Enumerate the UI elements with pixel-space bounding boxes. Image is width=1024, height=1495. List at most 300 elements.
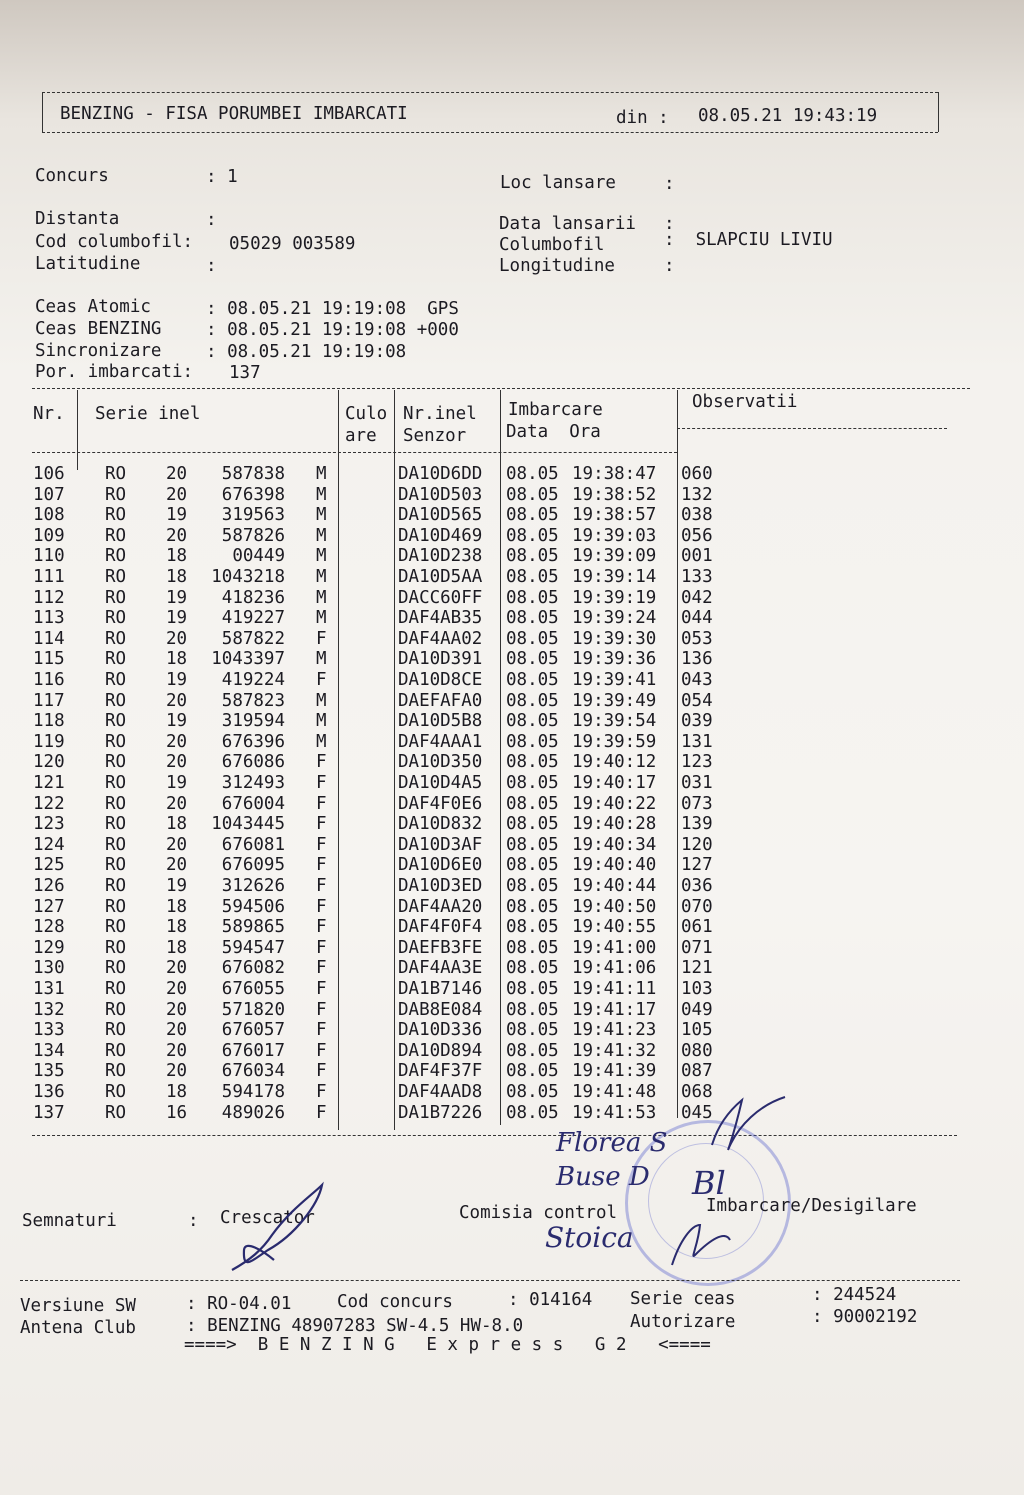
row-year: 20 <box>166 979 188 999</box>
row-nr: 123 <box>33 814 65 835</box>
row-sensor-ring: DA10D391 <box>398 649 483 670</box>
row-nr: 107 <box>33 484 65 505</box>
row-year: 18 <box>166 917 188 938</box>
row-sensor-ring: DA10D503 <box>398 484 483 505</box>
row-date: 08.05 <box>506 1061 559 1082</box>
row-sex: M <box>316 731 327 752</box>
row-country: RO <box>105 711 127 732</box>
row-observation: 045 <box>681 1102 713 1123</box>
row-ring-number: 319563 <box>221 505 285 526</box>
row-time: 19:41:39 <box>572 1061 657 1082</box>
row-nr: 127 <box>33 896 65 917</box>
row-date: 08.05 <box>506 1020 559 1041</box>
semnaturi-colon: : <box>188 1211 199 1231</box>
row-observation: 054 <box>681 690 713 711</box>
autorizare-label: Autorizare <box>630 1312 736 1332</box>
longitudine-label: Longitudine <box>499 256 615 276</box>
row-ring-number: 418236 <box>221 587 285 608</box>
row-country: RO <box>105 793 127 814</box>
row-date: 08.05 <box>506 464 559 484</box>
row-nr: 133 <box>33 1020 65 1041</box>
cod-columbofil-label: Cod columbofil: <box>35 232 194 252</box>
row-sensor-ring: DAF4F0E6 <box>398 793 483 814</box>
row-sex: F <box>316 752 327 773</box>
row-ring-number: 587823 <box>221 690 285 711</box>
row-date: 08.05 <box>506 793 559 814</box>
comisia-control-label: Comisia control <box>459 1203 618 1223</box>
row-time: 19:40:34 <box>572 834 657 855</box>
row-country: RO <box>105 773 127 793</box>
row-year: 19 <box>166 608 188 629</box>
row-time: 19:40:12 <box>572 752 657 773</box>
row-year: 20 <box>166 855 188 876</box>
row-sensor-ring: DACC60FF <box>398 587 483 608</box>
row-sensor-ring: DAF4AAA1 <box>398 731 483 752</box>
row-time: 19:39:59 <box>572 731 657 752</box>
row-observation: 038 <box>681 505 713 526</box>
row-time: 19:38:57 <box>572 505 657 526</box>
row-year: 19 <box>166 876 188 896</box>
row-country: RO <box>105 690 127 711</box>
row-sensor-ring: DAF4AAD8 <box>398 1082 483 1102</box>
signature-bl: Bl <box>692 1164 726 1202</box>
autorizare-value: : 90002192 <box>812 1307 918 1327</box>
col-header-imbarcare: Imbarcare <box>508 400 603 420</box>
row-time: 19:39:24 <box>572 608 657 629</box>
row-country: RO <box>105 855 127 876</box>
row-nr: 121 <box>33 773 65 793</box>
din-value: 08.05.21 19:43:19 <box>698 106 878 126</box>
row-nr: 130 <box>33 958 65 979</box>
row-country: RO <box>105 505 127 526</box>
row-country: RO <box>105 979 127 999</box>
row-time: 19:39:30 <box>572 628 657 649</box>
sincronizare-value: : 08.05.21 19:19:08 <box>206 342 407 362</box>
row-nr: 137 <box>33 1102 65 1123</box>
row-country: RO <box>105 1040 127 1061</box>
crescator-label: Crescator <box>220 1208 315 1228</box>
row-sex: F <box>316 793 327 814</box>
row-date: 08.05 <box>506 731 559 752</box>
row-observation: 043 <box>681 670 713 690</box>
row-sensor-ring: DA1B7226 <box>398 1102 483 1123</box>
row-year: 20 <box>166 834 188 855</box>
row-country: RO <box>105 567 127 587</box>
longitudine-value: : <box>664 256 675 276</box>
distanta-label: Distanta <box>35 209 120 229</box>
porumbei-imbarcati-label: Por. imbarcati: <box>35 362 194 382</box>
row-year: 19 <box>166 587 188 608</box>
row-year: 20 <box>166 793 188 814</box>
document-title: BENZING - FISA PORUMBEI IMBARCATI <box>60 104 408 124</box>
row-year: 20 <box>166 1020 188 1041</box>
row-sensor-ring: DAF4AB35 <box>398 608 483 629</box>
columbofil-value: : SLAPCIU LIVIU <box>664 230 833 250</box>
row-date: 08.05 <box>506 999 559 1020</box>
versiune-sw-value: : RO-04.01 <box>186 1294 292 1314</box>
row-observation: 070 <box>681 896 713 917</box>
row-sex: M <box>316 587 327 608</box>
row-observation: 056 <box>681 525 713 546</box>
row-country: RO <box>105 834 127 855</box>
row-sex: F <box>316 1040 327 1061</box>
row-observation: 131 <box>681 731 713 752</box>
row-sensor-ring: DA10D6DD <box>398 464 483 484</box>
row-ring-number: 676095 <box>221 855 285 876</box>
cod-columbofil-value: 05029 003589 <box>229 234 356 254</box>
row-date: 08.05 <box>506 525 559 546</box>
row-nr: 124 <box>33 834 65 855</box>
row-nr: 106 <box>33 464 65 484</box>
row-sex: F <box>316 1061 327 1082</box>
row-time: 19:38:52 <box>572 484 657 505</box>
row-date: 08.05 <box>506 855 559 876</box>
row-date: 08.05 <box>506 979 559 999</box>
row-sex: F <box>316 876 327 896</box>
row-date: 08.05 <box>506 690 559 711</box>
row-year: 20 <box>166 464 188 484</box>
row-date: 08.05 <box>506 1102 559 1123</box>
row-observation: 073 <box>681 793 713 814</box>
benzing-express-banner: ====> B E N Z I N G E x p r e s s G 2 <==== <box>184 1335 711 1355</box>
row-date: 08.05 <box>506 917 559 938</box>
row-time: 19:41:53 <box>572 1102 657 1123</box>
row-year: 20 <box>166 484 188 505</box>
row-observation: 120 <box>681 834 713 855</box>
row-date: 08.05 <box>506 587 559 608</box>
row-year: 18 <box>166 1082 188 1102</box>
row-time: 19:39:19 <box>572 587 657 608</box>
row-observation: 087 <box>681 1061 713 1082</box>
row-sensor-ring: DAF4F37F <box>398 1061 483 1082</box>
row-observation: 061 <box>681 917 713 938</box>
row-sex: M <box>316 690 327 711</box>
row-time: 19:40:40 <box>572 855 657 876</box>
row-country: RO <box>105 464 127 484</box>
columbofil-label: Columbofil <box>499 235 605 255</box>
row-country: RO <box>105 525 127 546</box>
row-nr: 134 <box>33 1040 65 1061</box>
row-date: 08.05 <box>506 670 559 690</box>
row-ring-number: 594547 <box>221 937 285 958</box>
row-ring-number: 676081 <box>221 834 285 855</box>
col-header-senzor: Senzor <box>403 426 467 446</box>
row-time: 19:41:06 <box>572 958 657 979</box>
row-country: RO <box>105 649 127 670</box>
row-sensor-ring: DA10D832 <box>398 814 483 835</box>
row-sensor-ring: DA10D3AF <box>398 834 483 855</box>
row-ring-number: 1043218 <box>211 567 285 587</box>
row-ring-number: 594178 <box>221 1082 285 1102</box>
row-date: 08.05 <box>506 834 559 855</box>
row-country: RO <box>105 484 127 505</box>
row-date: 08.05 <box>506 484 559 505</box>
row-time: 19:39:09 <box>572 546 657 567</box>
row-nr: 111 <box>33 567 65 587</box>
row-year: 20 <box>166 999 188 1020</box>
row-time: 19:40:44 <box>572 876 657 896</box>
latitudine-label: Latitudine <box>35 254 141 274</box>
row-date: 08.05 <box>506 814 559 835</box>
concurs-label: Concurs <box>35 166 109 186</box>
antena-club-label: Antena Club <box>20 1318 136 1338</box>
top-signature <box>712 1097 785 1150</box>
row-observation: 039 <box>681 711 713 732</box>
row-date: 08.05 <box>506 1040 559 1061</box>
row-ring-number: 676004 <box>221 793 285 814</box>
row-year: 20 <box>166 1061 188 1082</box>
row-sensor-ring: DA10D894 <box>398 1040 483 1061</box>
row-observation: 036 <box>681 876 713 896</box>
row-time: 19:40:22 <box>572 793 657 814</box>
row-ring-number: 676396 <box>221 731 285 752</box>
row-time: 19:39:49 <box>572 690 657 711</box>
row-ring-number: 419227 <box>221 608 285 629</box>
row-ring-number: 594506 <box>221 896 285 917</box>
row-ring-number: 587822 <box>221 628 285 649</box>
row-time: 19:39:41 <box>572 670 657 690</box>
row-observation: 080 <box>681 1040 713 1061</box>
row-year: 20 <box>166 731 188 752</box>
row-nr: 117 <box>33 690 65 711</box>
row-country: RO <box>105 999 127 1020</box>
row-ring-number: 489026 <box>221 1102 285 1123</box>
row-sex: F <box>316 814 327 835</box>
row-sex: F <box>316 834 327 855</box>
col-header-culoare-2: are <box>345 426 377 446</box>
row-sensor-ring: DA10D350 <box>398 752 483 773</box>
row-sensor-ring: DA10D238 <box>398 546 483 567</box>
row-sex: M <box>316 711 327 732</box>
row-nr: 115 <box>33 649 65 670</box>
row-observation: 105 <box>681 1020 713 1041</box>
row-observation: 001 <box>681 546 713 567</box>
row-country: RO <box>105 752 127 773</box>
row-observation: 042 <box>681 587 713 608</box>
row-sensor-ring: DAB8E084 <box>398 999 483 1020</box>
row-ring-number: 587838 <box>221 464 285 484</box>
row-nr: 128 <box>33 917 65 938</box>
row-sex: F <box>316 855 327 876</box>
row-year: 18 <box>166 546 188 567</box>
row-year: 19 <box>166 773 188 793</box>
row-sensor-ring: DA10D469 <box>398 525 483 546</box>
row-time: 19:38:47 <box>572 464 657 484</box>
row-time: 19:40:50 <box>572 896 657 917</box>
row-sensor-ring: DA10D336 <box>398 1020 483 1041</box>
serie-ceas-value: : 244524 <box>812 1285 897 1305</box>
row-year: 20 <box>166 958 188 979</box>
row-country: RO <box>105 1061 127 1082</box>
row-year: 20 <box>166 690 188 711</box>
row-country: RO <box>105 628 127 649</box>
row-nr: 126 <box>33 876 65 896</box>
data-lansarii-label: Data lansarii <box>499 214 636 234</box>
row-ring-number: 589865 <box>221 917 285 938</box>
row-sex: F <box>316 979 327 999</box>
row-sex: M <box>316 546 327 567</box>
row-sex: F <box>316 937 327 958</box>
row-nr: 113 <box>33 608 65 629</box>
row-nr: 114 <box>33 628 65 649</box>
row-observation: 044 <box>681 608 713 629</box>
row-sensor-ring: DA10D6E0 <box>398 855 483 876</box>
row-observation: 031 <box>681 773 713 793</box>
row-sensor-ring: DAF4AA20 <box>398 896 483 917</box>
serie-ceas-label: Serie ceas <box>630 1289 736 1309</box>
row-time: 19:39:14 <box>572 567 657 587</box>
versiune-sw-label: Versiune SW <box>20 1296 136 1316</box>
row-observation: 053 <box>681 628 713 649</box>
row-time: 19:39:36 <box>572 649 657 670</box>
semnaturi-label: Semnaturi <box>22 1211 117 1231</box>
row-year: 16 <box>166 1102 188 1123</box>
row-time: 19:40:55 <box>572 917 657 938</box>
row-time: 19:40:17 <box>572 773 657 793</box>
row-sex: F <box>316 999 327 1020</box>
row-year: 20 <box>166 1040 188 1061</box>
row-date: 08.05 <box>506 567 559 587</box>
distanta-value: : <box>206 210 217 230</box>
row-year: 19 <box>166 711 188 732</box>
row-year: 19 <box>166 505 188 526</box>
row-date: 08.05 <box>506 505 559 526</box>
row-ring-number: 312493 <box>221 773 285 793</box>
row-date: 08.05 <box>506 711 559 732</box>
row-country: RO <box>105 1082 127 1102</box>
cod-concurs-value: : 014164 <box>508 1290 593 1310</box>
row-observation: 060 <box>681 464 713 484</box>
row-ring-number: 676034 <box>221 1061 285 1082</box>
row-ring-number: 676055 <box>221 979 285 999</box>
row-date: 08.05 <box>506 546 559 567</box>
row-year: 20 <box>166 752 188 773</box>
row-nr: 135 <box>33 1061 65 1082</box>
col-header-nr-inel: Nr.inel <box>403 404 477 424</box>
row-date: 08.05 <box>506 628 559 649</box>
concurs-value: : 1 <box>206 167 238 187</box>
row-sex: M <box>316 567 327 587</box>
row-year: 18 <box>166 814 188 835</box>
row-nr: 116 <box>33 670 65 690</box>
row-sex: F <box>316 1102 327 1123</box>
row-observation: 123 <box>681 752 713 773</box>
stamp-signature <box>672 1225 730 1265</box>
row-sex: F <box>316 896 327 917</box>
row-ring-number: 571820 <box>221 999 285 1020</box>
signature-stoica: Stoica <box>545 1221 634 1254</box>
ceas-benzing-label: Ceas BENZING <box>35 319 162 339</box>
row-date: 08.05 <box>506 752 559 773</box>
row-sex: F <box>316 773 327 793</box>
col-header-serie-inel: Serie inel <box>95 404 201 424</box>
row-country: RO <box>105 814 127 835</box>
row-date: 08.05 <box>506 937 559 958</box>
row-time: 19:41:00 <box>572 937 657 958</box>
crescator-signature <box>232 1185 322 1270</box>
row-observation: 121 <box>681 958 713 979</box>
row-sex: F <box>316 670 327 690</box>
row-country: RO <box>105 670 127 690</box>
cod-concurs-label: Cod concurs <box>337 1292 453 1312</box>
row-nr: 119 <box>33 731 65 752</box>
row-time: 19:41:23 <box>572 1020 657 1041</box>
row-country: RO <box>105 608 127 629</box>
row-observation: 049 <box>681 999 713 1020</box>
row-sensor-ring: DA10D3ED <box>398 876 483 896</box>
row-time: 19:40:28 <box>572 814 657 835</box>
latitudine-value: : <box>206 256 217 276</box>
row-time: 19:39:54 <box>572 711 657 732</box>
row-year: 18 <box>166 567 188 587</box>
row-observation: 068 <box>681 1082 713 1102</box>
porumbei-imbarcati-value: 137 <box>229 363 261 383</box>
row-sex: M <box>316 505 327 526</box>
row-sensor-ring: DAEFB3FE <box>398 937 483 958</box>
row-sex: F <box>316 958 327 979</box>
loc-lansare-label: Loc lansare <box>500 173 616 193</box>
antena-club-value: : BENZING 48907283 SW-4.5 HW-8.0 <box>186 1316 524 1336</box>
ceas-atomic-value: : 08.05.21 19:19:08 GPS <box>206 299 459 319</box>
row-nr: 118 <box>33 711 65 732</box>
row-date: 08.05 <box>506 958 559 979</box>
row-observation: 133 <box>681 567 713 587</box>
row-sensor-ring: DA1B7146 <box>398 979 483 999</box>
ceas-benzing-value: : 08.05.21 19:19:08 +000 <box>206 320 459 340</box>
row-nr: 112 <box>33 587 65 608</box>
row-country: RO <box>105 958 127 979</box>
row-time: 19:41:32 <box>572 1040 657 1061</box>
row-country: RO <box>105 937 127 958</box>
footer-top-rule <box>20 1280 960 1281</box>
row-date: 08.05 <box>506 896 559 917</box>
row-time: 19:41:17 <box>572 999 657 1020</box>
row-nr: 108 <box>33 505 65 526</box>
row-sex: M <box>316 484 327 505</box>
row-ring-number: 676086 <box>221 752 285 773</box>
ceas-atomic-label: Ceas Atomic <box>35 297 151 317</box>
row-country: RO <box>105 1020 127 1041</box>
row-sensor-ring: DA10D4A5 <box>398 773 483 793</box>
row-time: 19:41:48 <box>572 1082 657 1102</box>
row-country: RO <box>105 731 127 752</box>
row-date: 08.05 <box>506 608 559 629</box>
row-nr: 132 <box>33 999 65 1020</box>
row-ring-number: 312626 <box>221 876 285 896</box>
row-year: 18 <box>166 937 188 958</box>
signature-florea: Florea S <box>556 1128 668 1158</box>
col-header-culoare: Culo <box>345 404 388 424</box>
row-country: RO <box>105 876 127 896</box>
data-lansarii-value: : <box>664 214 675 234</box>
row-ring-number: 00449 <box>232 546 285 567</box>
row-nr: 120 <box>33 752 65 773</box>
row-date: 08.05 <box>506 1082 559 1102</box>
row-sensor-ring: DAF4AA3E <box>398 958 483 979</box>
row-nr: 110 <box>33 546 65 567</box>
signature-buse: Buse D <box>556 1162 650 1192</box>
row-nr: 122 <box>33 793 65 814</box>
row-time: 19:39:03 <box>572 525 657 546</box>
row-year: 18 <box>166 649 188 670</box>
row-sensor-ring: DAEFAFA0 <box>398 690 483 711</box>
row-nr: 129 <box>33 937 65 958</box>
row-observation: 132 <box>681 484 713 505</box>
row-time: 19:41:11 <box>572 979 657 999</box>
row-observation: 127 <box>681 855 713 876</box>
row-observation: 103 <box>681 979 713 999</box>
row-sex: M <box>316 464 327 484</box>
